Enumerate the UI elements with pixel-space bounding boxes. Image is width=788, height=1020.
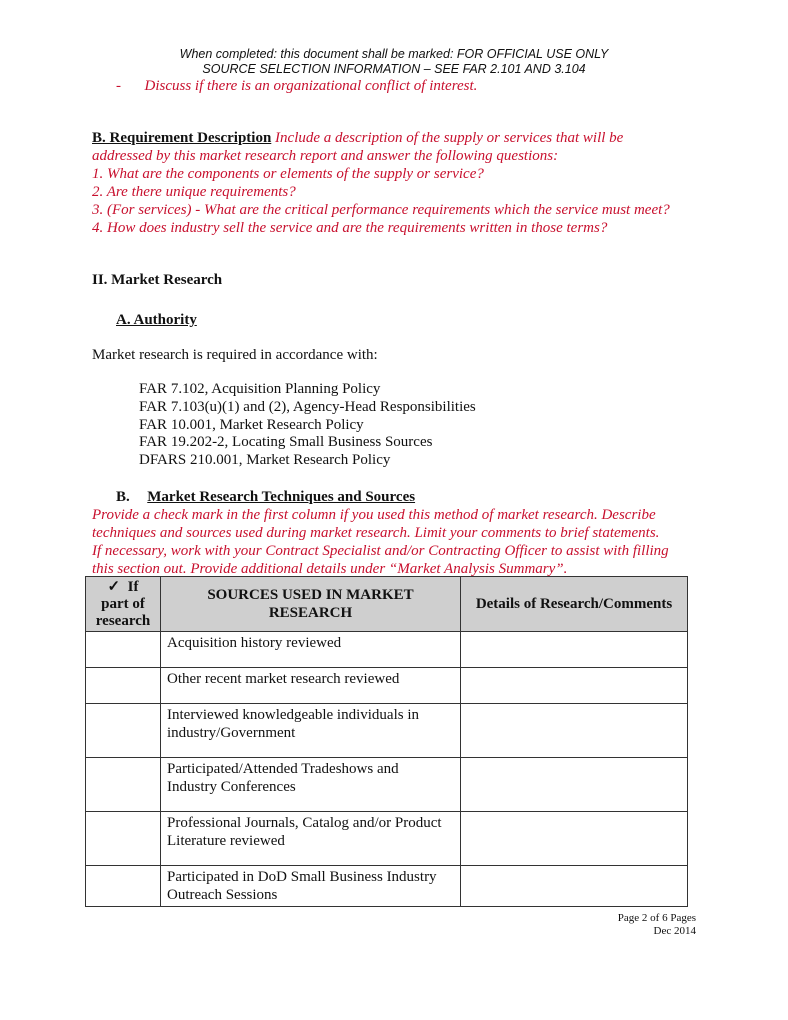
source-cell: Other recent market research reviewed (161, 668, 461, 704)
instruction-line: If necessary, work with your Contract Specialist and/or Contracting Officer to assist with filling (92, 543, 669, 559)
table-header-row (86, 577, 688, 632)
table-row (86, 668, 688, 704)
details-cell[interactable] (461, 668, 688, 704)
requirement-description-section (92, 129, 712, 237)
market-research-heading: II. Market Research (92, 272, 223, 288)
instruction-line: this section out. Provide additional details under “Market Analysis Summary”. (92, 561, 568, 577)
page-number: Page 2 of 6 Pages (617, 912, 696, 924)
check-cell[interactable] (86, 704, 161, 758)
details-cell[interactable] (461, 758, 688, 812)
table-row (86, 632, 688, 668)
page-footer (618, 912, 696, 938)
requirement-description-heading: B. Requirement Description (92, 130, 272, 146)
policy-item: FAR 19.202-2, Locating Small Business Sources (139, 434, 433, 451)
details-cell[interactable] (461, 632, 688, 668)
techniques-heading: Market Research Techniques and Sources (147, 489, 416, 505)
check-cell[interactable] (86, 866, 161, 907)
source-cell: Interviewed knowledgeable individuals in industry/Government (161, 704, 461, 758)
revision-date: Dec 2014 (653, 925, 696, 937)
check-cell[interactable] (86, 632, 161, 668)
document-header (0, 47, 788, 77)
requirement-intro-1: Include a description of the supply or services that will be (275, 130, 624, 146)
conflict-bullet (116, 77, 477, 95)
source-cell: Participated/Attended Tradeshows and Industry Conferences (161, 758, 461, 812)
source-cell: Participated in DoD Small Business Industry Outreach Sessions (161, 866, 461, 907)
requirement-intro-2: addressed by this market research report and answer the following questions: (92, 148, 559, 164)
authority-heading: A. Authority (116, 312, 197, 328)
table-row (86, 758, 688, 812)
check-cell[interactable] (86, 668, 161, 704)
table-row (86, 866, 688, 907)
techniques-heading-row (116, 488, 415, 506)
policy-item: FAR 7.102, Acquisition Planning Policy (139, 381, 381, 397)
details-cell[interactable] (461, 704, 688, 758)
details-column-header: Details of Research/Comments (461, 577, 688, 632)
source-cell: Acquisition history reviewed (161, 632, 461, 668)
requirement-question: 3. (For services) - What are the critical performance requirements which the service must meet? (92, 202, 670, 218)
details-cell[interactable] (461, 812, 688, 866)
market-research-table (85, 576, 688, 907)
policy-item: FAR 7.103(u)(1) and (2), Agency-Head Responsibilities (139, 398, 476, 415)
bullet-dash: - (116, 78, 121, 94)
requirement-question: 4. How does industry sell the service and are the requirements written in those terms? (92, 220, 608, 236)
requirement-question: 2. Are there unique requirements? (92, 184, 296, 200)
source-cell: Professional Journals, Catalog and/or Product Literature reviewed (161, 812, 461, 866)
sources-column-header: SOURCES USED IN MARKET RESEARCH (161, 577, 461, 632)
policy-list (139, 381, 476, 470)
instruction-line: Provide a check mark in the first column if you used this method of market research. Describe (92, 507, 656, 523)
bullet-text: Discuss if there is an organizational conflict of interest. (144, 78, 478, 94)
header-marking-line: When completed: this document shall be marked: FOR OFFICIAL USE ONLY (179, 47, 609, 61)
checkmark-icon: ✓ (107, 578, 121, 595)
table-row (86, 704, 688, 758)
authority-intro: Market research is required in accordance with: (92, 347, 378, 363)
requirement-question: 1. What are the components or elements of the supply or service? (92, 166, 484, 182)
instruction-line: techniques and sources used during market research. Limit your comments to brief statements. (92, 525, 660, 541)
check-column-header: ✓ If part of research (86, 577, 161, 632)
policy-item: FAR 10.001, Market Research Policy (139, 416, 364, 433)
techniques-instructions (92, 506, 712, 578)
details-cell[interactable] (461, 866, 688, 907)
techniques-prefix: B. (116, 489, 130, 505)
policy-item: DFARS 210.001, Market Research Policy (139, 452, 391, 469)
check-cell[interactable] (86, 812, 161, 866)
check-cell[interactable] (86, 758, 161, 812)
table-row (86, 812, 688, 866)
header-source-selection-line: SOURCE SELECTION INFORMATION – SEE FAR 2.101 AND 3.104 (202, 62, 586, 76)
